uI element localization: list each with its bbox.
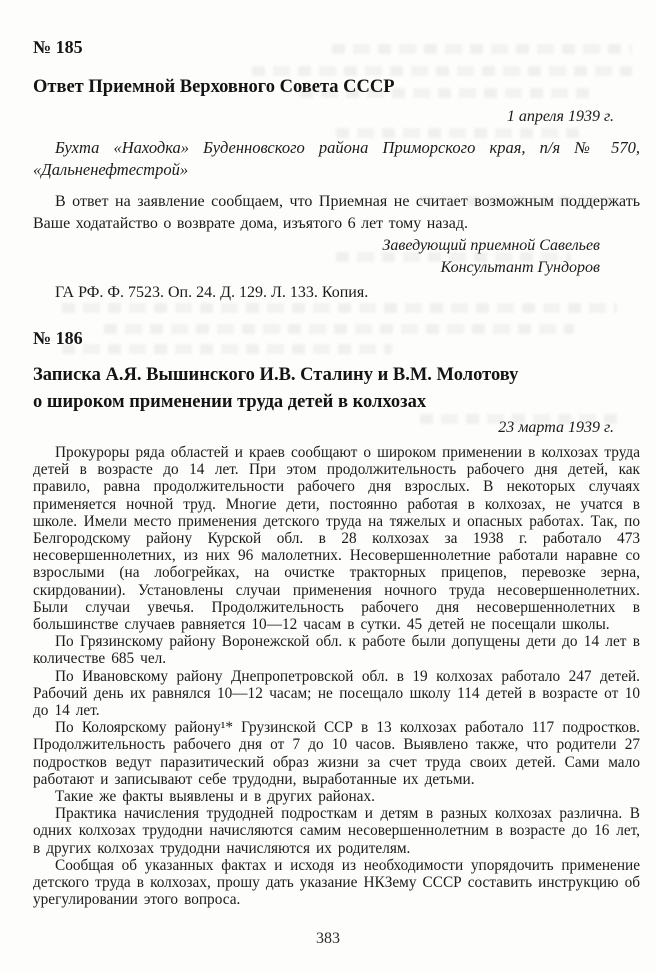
document-186-body — [33, 444, 640, 908]
body-paragraph: Сообщая об указанных фактах и исходя из необходимости упорядочить применение детского труда в колхозах, прошу дать указание НКЗему СССР составить инструкцию об урегулировании этого вопроса. — [33, 856, 640, 909]
body-paragraph: По Колоярскому району¹* Грузинской ССР в 13 колхозах работало 117 подростков. Продолжительность рабочего дня от 7 до 10 часов. Выявлено также, что родители 27 подростков ведут паразитический образ жизни за счет труда своих детей. Сами мало работают и записывают себе трудодни, выработанные их детьми. — [33, 719, 640, 788]
document-186-title — [33, 362, 640, 416]
document-185-title: Ответ Приемной Верховного Совета СССР — [33, 77, 395, 97]
signature-line: Заведующий приемной Савельев — [382, 237, 600, 254]
body-paragraph: Такие же факты выявлены и в других районах. — [55, 788, 375, 806]
document-185 — [33, 36, 640, 303]
document-185-date: 1 апреля 1939 г. — [506, 108, 614, 125]
document-186-number: № 186 — [33, 328, 83, 348]
title-line: Записка А.Я. Вышинского И.В. Сталину и В.М. Молотову — [33, 365, 519, 385]
document-186 — [33, 327, 640, 908]
body-paragraph: По Ивановскому району Днепропетровской обл. в 19 колхозах работало 247 детей. Рабочий день их равнялся 10—12 часам; не посещало школу 114 детей в возрасте от 10 до 14 лет. — [33, 667, 640, 720]
bleedthrough-artifact — [62, 303, 617, 313]
document-185-number: № 185 — [33, 37, 83, 57]
signature-line: Консультант Гундоров — [440, 259, 600, 276]
document-185-signature-block — [33, 235, 600, 279]
document-186-date: 23 марта 1939 г. — [498, 419, 614, 436]
document-185-addressee: Бухта «Находка» Буденновского района Приморского края, п/я № 570, «Дальненефтестрой» — [33, 138, 640, 179]
page-number: 383 — [316, 930, 340, 947]
body-paragraph: Прокуроры ряда областей и краев сообщают о широком применении в колхозах труда детей в возрасте до 14 лет. При этом продолжительность рабочего дня детей, как правило, равна продолжительности рабочего дня взрослых. В некоторых случаях применяется ночной труд. Многие дети, постоянно работая в колхозах, не учатся в школе. Имели место применения детского труда на тяжелых и опасных работах. Так, по Белгородскому району Курской обл. в 28 колхозах за 1938 г. работало 473 несовершеннолетних, из них 96 малолетних. Несовершеннолетние работали наравне со взрослыми (на лобогрейках, на очистке тракторных прицепов, перевозке зерна, скирдовании). Установлены случаи применения ночного труда несовершеннолетних. Были случаи увечья. Продолжительность рабочего дня несовершеннолетних в большинстве случаев равняется 10—12 часам в сутки. 45 детей не посещали школы. — [33, 444, 640, 634]
title-line: о широком применении труда детей в колхозах — [33, 392, 427, 412]
body-paragraph: Практика начисления трудодней подросткам и детям в разных колхозах различна. В одних колхозах трудодни начисляются самим несовершеннолетним в возрасте до 16 лет, в других колхозах трудодни начисляются их родителям. — [33, 805, 640, 857]
body-paragraph: По Грязинскому району Воронежской обл. к работе были допущены дети до 14 лет в количестве 685 чел. — [33, 633, 640, 668]
document-185-body-paragraph: В ответ на заявление сообщаем, что Приемная не считает возможным поддержать Ваше ходатайство о возврате дома, изъятого 6 лет тому назад. — [33, 193, 640, 232]
document-185-archive-reference: ГА РФ. Ф. 7523. Оп. 24. Д. 129. Л. 133. Копия. — [55, 284, 369, 301]
